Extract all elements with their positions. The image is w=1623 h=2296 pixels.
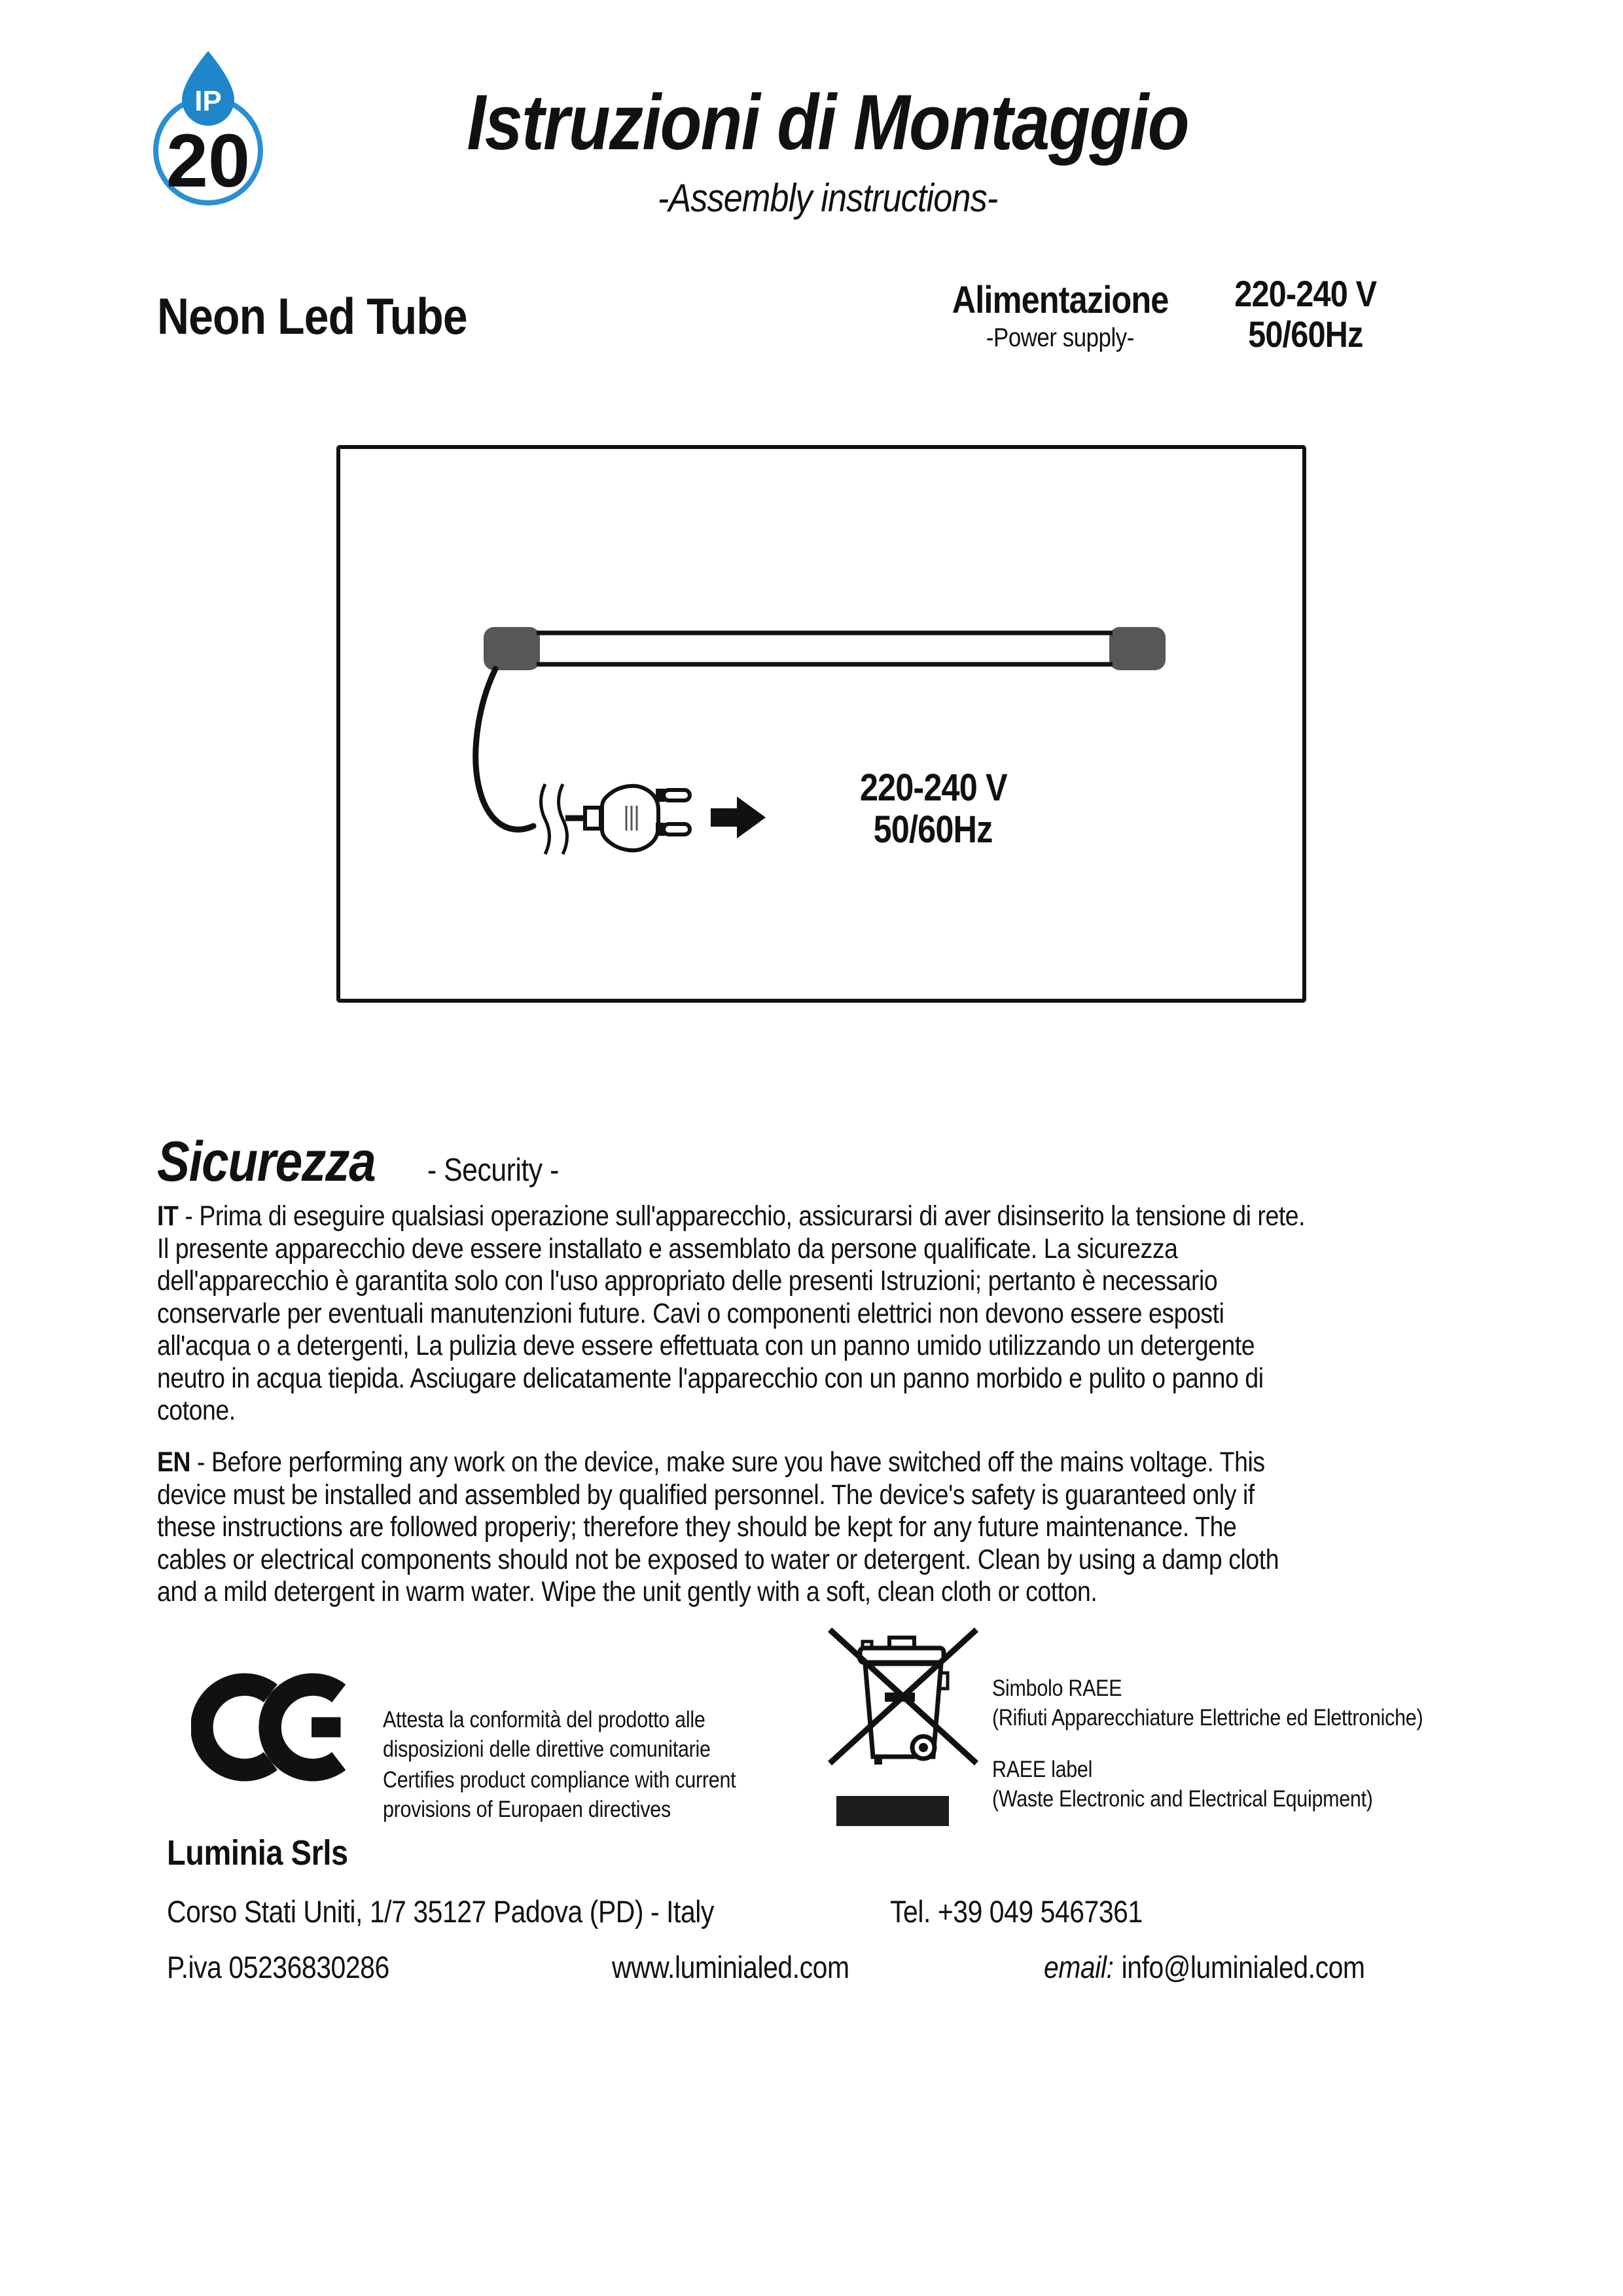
ce-mark-icon xyxy=(191,1668,369,1787)
en-language-prefix: EN xyxy=(157,1446,191,1478)
security-heading-en: - Security - xyxy=(427,1153,560,1188)
bin-foot xyxy=(874,1757,882,1765)
led-tube-diagram-graphic xyxy=(340,449,1302,999)
voltage-value: 220-240 V xyxy=(1234,273,1377,314)
company-address: Corso Stati Uniti, 1/7 35127 Padova (PD) - Italy xyxy=(167,1894,714,1929)
cable-break-squiggle xyxy=(541,784,550,854)
page-title: Istruzioni di Montaggio xyxy=(467,79,1189,166)
raee-description-en: RAEE label (Waste Electronic and Electrical Equipment) xyxy=(992,1757,1373,1812)
ce-description-it: Attesta la conformità del prodotto alle disposizioni delle direttive comunitarie xyxy=(383,1707,711,1762)
power-supply-sublabel: -Power supply- xyxy=(986,323,1134,352)
header xyxy=(33,77,1623,168)
power-supply-block xyxy=(923,278,1198,353)
ce-description-en: Certifies product compliance with current provisions of Europaen directives xyxy=(383,1767,736,1822)
product-name: Neon Led Tube xyxy=(157,287,467,345)
company-email-row xyxy=(1044,1949,1413,1985)
ip-badge-label: IP xyxy=(194,85,222,117)
weee-bin-icon xyxy=(822,1611,984,1774)
company-website: www.luminialed.com xyxy=(612,1950,849,1984)
voltage-spec-block xyxy=(1207,274,1404,355)
tube-left-endcap xyxy=(484,627,540,670)
ip-badge-value: 20 xyxy=(166,119,250,203)
plug-prong-top xyxy=(664,790,690,800)
plug-neck xyxy=(585,808,601,829)
plug-prong-bottom xyxy=(664,824,690,834)
security-text-en: - Before performing any work on the device, make sure you have switched off the mains voltage. This device must be installed and assembled by qualified personnel. The device's safety is guaranteed only if these instructions are followed properiy; therefore they should be kept for any future maintenance. The cables or electrical components should not be exposed to water or detergent. Clean by using a damp cloth and a mild detergent in warm water. Wipe the unit gently with a soft, clean cloth or cotton. xyxy=(157,1446,1279,1607)
assembly-diagram xyxy=(336,445,1306,1003)
company-name: Luminia Srls xyxy=(167,1833,348,1873)
power-supply-label: Alimentazione xyxy=(952,279,1169,321)
company-phone: Tel. +39 049 5467361 xyxy=(890,1894,1143,1929)
security-heading-it: Sicurezza xyxy=(157,1130,376,1193)
email-label: email: xyxy=(1044,1950,1114,1984)
page-subtitle: -Assembly instructions- xyxy=(658,176,998,220)
subtitle-row xyxy=(33,175,1623,221)
bin-wheel-hub xyxy=(919,1743,928,1752)
diagram-frequency: 50/60Hz xyxy=(874,808,993,851)
raee-description-it: Simbolo RAEE (Rifiuti Apparecchiature Elettriche ed Elettroniche) xyxy=(992,1676,1423,1731)
security-paragraph-it xyxy=(157,1200,1623,1427)
security-paragraph-en xyxy=(157,1446,1623,1609)
tube-right-endcap xyxy=(1109,627,1166,670)
security-text-it: - Prima di eseguire qualsiasi operazione sull'apparecchio, assicurarsi di aver disinserito la tensione di rete. Il presente apparecchio deve essere installato e assemblato da persone qualificate. La sicurezza dell'apparecchio è garantita solo con l'uso appropriato delle presenti Istruzioni; pertanto è necessario conservarle per eventuali manutenzioni future. Cavi o componenti elettrici non devono essere esposti all'acqua o a detergenti, La pulizia deve essere effettuata con un panno umido utilizzando un detergente neutro in acqua tiepida. Asciugare delicatamente l'apparecchio con un panno morbido e pulito o panno di cotone. xyxy=(157,1200,1306,1426)
frequency-value: 50/60Hz xyxy=(1248,314,1363,355)
arrow-shaft xyxy=(711,808,738,827)
security-section-heading xyxy=(157,1130,579,1194)
diagram-voltage-text xyxy=(802,767,1064,851)
bin-lid xyxy=(860,1648,944,1662)
weee-black-bar xyxy=(836,1796,949,1826)
arrow-right-icon xyxy=(737,797,766,838)
plug-body xyxy=(602,786,658,851)
company-vat: P.iva 05236830286 xyxy=(167,1950,389,1984)
it-language-prefix: IT xyxy=(157,1200,179,1232)
diagram-voltage: 220-240 V xyxy=(859,766,1007,809)
power-cable xyxy=(476,669,533,829)
company-email: info@luminialed.com xyxy=(1121,1950,1365,1984)
product-name-row xyxy=(157,287,514,346)
